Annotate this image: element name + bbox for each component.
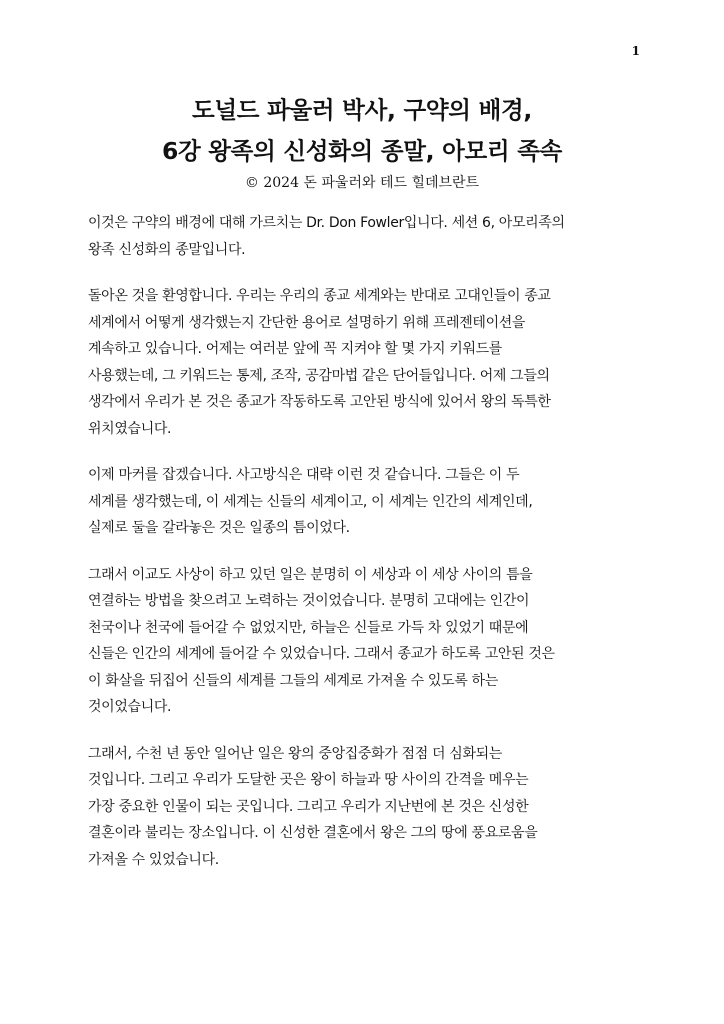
paragraph-line: 신들은 인간의 세계에 들어갈 수 있었습니다. 그래서 종교가 하도록 고안된 것은 — [88, 646, 555, 662]
paragraph-line: 세계에서 어떻게 생각했는지 간단한 용어로 설명하기 위해 프레젠테이션을 — [88, 314, 526, 331]
paragraph-line: 가장 중요한 인물이 되는 곳입니다. 그리고 우리가 지난번에 본 것은 신성한 — [88, 798, 529, 815]
paragraph-line: 생각에서 우리가 본 것은 종교가 작동하도록 고안된 방식에 있어서 왕의 독특한 — [88, 394, 551, 410]
paragraph-line: 계속하고 있습니다. 어제는 여러분 앞에 꼭 지켜야 할 몇 가지 키워드를 — [88, 341, 502, 357]
paragraph-line: 이것은 구약의 배경에 대해 가르치는 Dr. Don Fowler입니다. 세션 6, 아모리족의 — [88, 215, 565, 231]
paragraph-line: 왕족 신성화의 종말입니다. — [88, 241, 246, 258]
paragraph-line: 이 화살을 뒤집어 신들의 세계를 그들의 세계로 가져올 수 있도록 하는 — [88, 672, 498, 689]
paragraph-line: 것이었습니다. — [88, 699, 172, 715]
paragraph-5 — [88, 741, 648, 874]
page-number: 1 — [631, 44, 640, 58]
copyright-notice: © 2024 돈 파울러와 테드 힐데브란트 — [244, 175, 480, 191]
paragraph-line: 그래서 이교도 사상이 하고 있던 일은 분명히 이 세상과 이 세상 사이의 틈을 — [88, 566, 533, 583]
paragraph-2 — [88, 283, 648, 442]
paragraph-line: 결혼이라 불리는 장소입니다. 이 신성한 결혼에서 왕은 그의 땅에 풍요로움을 — [88, 825, 538, 841]
paragraph-line: 연결하는 방법을 찾으려고 노력하는 것이었습니다. 분명히 고대에는 인간이 — [88, 593, 530, 609]
paragraph-line: 가져올 수 있었습니다. — [88, 851, 219, 868]
paragraph-4 — [88, 562, 648, 721]
paragraph-1 — [88, 210, 648, 263]
paragraph-line: 그래서, 수천 년 동안 일어난 일은 왕의 중앙집중화가 점점 더 심화되는 — [88, 745, 502, 762]
paragraph-line: 것입니다. 그리고 우리가 도달한 곳은 왕이 하늘과 땅 사이의 간격을 메우는 — [88, 772, 529, 788]
document-title — [60, 90, 664, 172]
body-text — [88, 210, 648, 893]
paragraph-line: 사용했는데, 그 키워드는 통제, 조작, 공감마법 같은 단어들입니다. 어제 그들의 — [88, 367, 550, 384]
title-line-2: 6강 왕족의 신성화의 종말, 아모리 족속 — [161, 137, 563, 165]
title-line-1: 도널드 파울러 박사, 구약의 배경, — [192, 96, 532, 124]
paragraph-line: 천국이나 천국에 들어갈 수 없었지만, 하늘은 신들로 가득 차 있었기 때문에 — [88, 619, 529, 636]
paragraph-line: 이제 마커를 잡겠습니다. 사고방식은 대략 이런 것 같습니다. 그들은 이 두 — [88, 467, 520, 483]
paragraph-line: 실제로 둘을 갈라놓은 것은 일종의 틈이었다. — [88, 520, 350, 536]
paragraph-3 — [88, 462, 648, 542]
paragraph-line: 돌아온 것을 환영합니다. 우리는 우리의 종교 세계와는 반대로 고대인들이 종교 — [88, 288, 551, 304]
paragraph-line: 세계를 생각했는데, 이 세계는 신들의 세계이고, 이 세계는 인간의 세계인데, — [88, 493, 533, 510]
paragraph-line: 위치였습니다. — [88, 420, 172, 437]
